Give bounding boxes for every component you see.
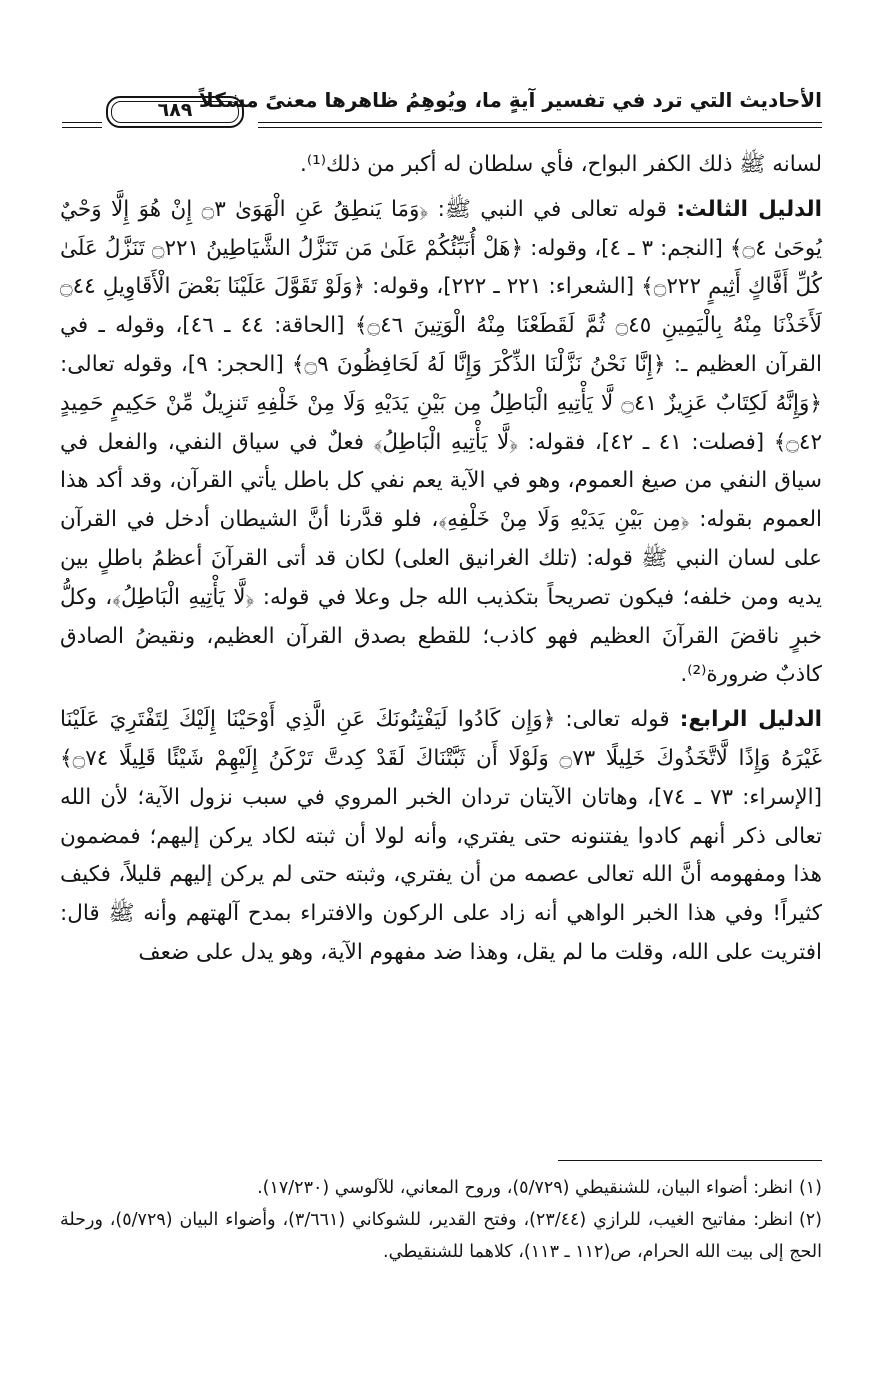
paragraph-2 (60, 191, 822, 695)
page-header (62, 78, 822, 128)
main-text (60, 146, 822, 973)
footnote-2-text: انظر: مفاتيح الغيب، للرازي (٢٣/٤٤)، وفتح القدير، للشوكاني (٣/٦٦١)، وأضواء البيان (٥/٧٢٩)، ورحلة الحج إلى بيت الله الحرام، ص(١١٢ ـ ١١٣)، كلاهما للشنقيطي. (60, 1210, 822, 1262)
footnote-2 (60, 1204, 822, 1268)
paragraph-3 (60, 701, 822, 973)
footnotes (60, 1172, 822, 1268)
paragraph-2-heading: الدليل الثالث: (676, 196, 822, 222)
page-number: ٦٨٩ (157, 99, 193, 121)
footnote-1-text: انظر: أضواء البيان، للشنقيطي (٥/٧٢٩)، وروح المعاني، للآلوسي (١٧/٢٣٠). (257, 1178, 793, 1198)
paragraph-1: لسانه ﷺ ذلك الكفر البواح، فأي سلطان له أكبر من ذلك⁽¹⁾. (300, 152, 822, 177)
footnote-1 (60, 1172, 822, 1204)
page-number-frame (106, 96, 244, 128)
running-title: الأحاديث التي ترد في تفسير آيةٍ ما، ويُوهِمُ ظاهرها معنىً مشكلاً (198, 88, 822, 112)
paragraph-3-text: قوله تعالى: ﴿وَإِن كَادُوا لَيَفْتِنُونَكَ عَنِ الَّذِي أَوْحَيْنَا إِلَيْكَ لِتَفْتَرِيَ عَلَيْنَا غَيْرَهُ وَإِذًا لَّاتَّخَذُوكَ خَلِيلًا ۝٧٣ وَلَوْلَا أَن ثَبَّتْنَاكَ لَقَدْ كِدتَّ تَرْكَنُ إِلَيْهِمْ شَيْئًا قَلِيلًا ۝٧٤﴾ [الإسراء: ٧٣ ـ ٧٤]، وهاتان الآيتان تردان الخبر المروي في سبب نزول الآية؛ لأن الله تعالى ذكر أنهم كادوا يفتنونه حتى يفتري، وأنه لولا أن ثبته لكاد يركن إليهم؛ فمضمون هذا ومفهومه أنَّ الله تعالى عصمه من أن يفتري، وثبته حتى لم يركن إليهم قليلاً، فكيف كثيراً! وفي هذا الخبر الواهي أنه زاد على الركون والافتراء بمدح آلهتهم وأنه ﷺ قال: افتريت على الله، وقلت ما لم يقل، وهذا ضد مفهوم الآية، وهو يدل على ضعف (60, 707, 822, 965)
header-double-rule (258, 122, 822, 128)
footnote-2-marker: (٢) (798, 1210, 822, 1230)
footnote-separator (558, 1160, 822, 1161)
paragraph-3-heading: الدليل الرابع: (679, 707, 822, 733)
paragraph-2-text: قوله تعالى في النبي ﷺ: ﴿وَمَا يَنطِقُ عَنِ الْهَوَىٰ ۝٣ إِنْ هُوَ إِلَّا وَحْيٌ يُوحَىٰ ۝٤﴾ [النجم: ٣ ـ ٤]، وقوله: ﴿هَلْ أُنَبِّئُكُمْ عَلَىٰ مَن تَنَزَّلُ الشَّيَاطِينُ ۝٢٢١ تَنَزَّلُ عَلَىٰ كُلِّ أَفَّاكٍ أَثِيمٍ ۝٢٢٢﴾ [الشعراء: ٢٢١ ـ ٢٢٢]، وقوله: ﴿وَلَوْ تَقَوَّلَ عَلَيْنَا بَعْضَ الْأَقَاوِيلِ ۝٤٤ لَأَخَذْنَا مِنْهُ بِالْيَمِينِ ۝٤٥ ثُمَّ لَقَطَعْنَا مِنْهُ الْوَتِينَ ۝٤٦﴾ [الحاقة: ٤٤ ـ ٤٦]، وقوله ـ في القرآن العظيم ـ: ﴿إِنَّا نَحْنُ نَزَّلْنَا الذِّكْرَ وَإِنَّا لَهُ لَحَافِظُونَ ۝٩﴾ [الحجر: ٩]، وقوله تعالى: ﴿وَإِنَّهُ لَكِتَابٌ عَزِيزٌ ۝٤١ لَّا يَأْتِيهِ الْبَاطِلُ مِن بَيْنِ يَدَيْهِ وَلَا مِنْ خَلْفِهِ تَنزِيلٌ مِّنْ حَكِيمٍ حَمِيدٍ ۝٤٢﴾ [فصلت: ٤١ ـ ٤٢]، فقوله: ﴿لَّا يَأْتِيهِ الْبَاطِلُ﴾ فعلٌ في سياق النفي، والفعل في سياق النفي من صيغ العموم، وهو في الآية يعم نفي كل باطل يأتي القرآن، وقد أكد هذا العموم بقوله: ﴿مِن بَيْنِ يَدَيْهِ وَلَا مِنْ خَلْفِهِ﴾، فلو قدَّرنا أنَّ الشيطان أدخل في القرآن على لسان النبي ﷺ قوله: (تلك الغرانيق العلى) لكان قد أتى القرآنَ أعظمُ باطلٍ بين يديه ومن خلفه؛ فيكون تصريحاً بتكذيب الله جل وعلا في قوله: ﴿لَّا يَأْتِيهِ الْبَاطِلُ﴾، وكلُّ خبرٍ ناقضَ القرآنَ العظيم فهو كاذب؛ للقطع بصدق القرآن العظيم، ونقيضُ الصادق كاذبٌ ضرورة⁽²⁾. (60, 196, 823, 688)
header-double-rule-left (62, 122, 102, 128)
footnote-1-marker: (١) (798, 1178, 822, 1198)
